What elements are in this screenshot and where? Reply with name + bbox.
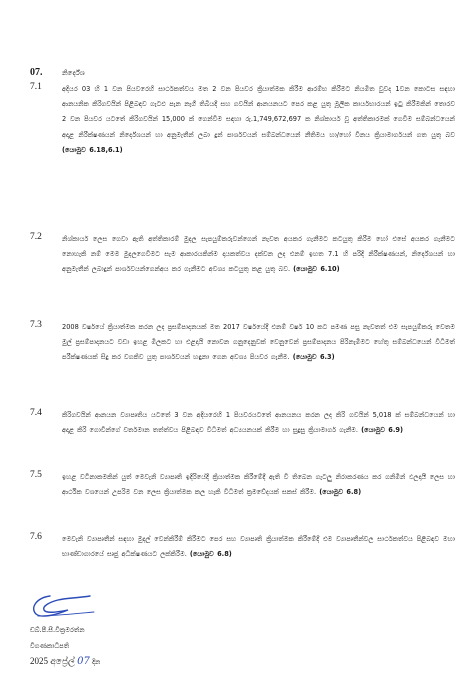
recommendation-text: ඉහළ වටිනාකමකින් යුත් මෙවැනි ව්‍යාපෘති ඉදිරියේදී ක්‍රියාත්මක කිරීමේදී ඇති වි තිබෙන ගැටලු නිරාකරණය කර ගනිමින් ඵලදායී ලෙස හා ආර්ථික වශයෙන් උපරිම වන ලෙස ක්‍රියාත්මක කල හැකි විධිමත් ක්‍රමවේදයක් සකස් කිරීම. (යොමුව 6.8) [62,473,455,497]
recommendation-number: 7.2 [30,232,42,242]
reference: (යොමුව 6.18,6.1) [62,145,123,154]
signature-date [30,656,100,667]
recommendation-text: අදියර 03 හි 1 වන පියවරෙහි සාර්ථකත්වය මත 2 වන පියවර ක්‍රියාත්මක කිරීම ආරම්භ කිරීමට නියමිත වුවද 1වන කොටස සඳහා ආනයනික කිරිගවයින් පිළිබඳව ගැටළු පැන නැගී තිබියදී සහ ගවයින් ආනයනයට පෙර කළ යුතු මූලික කාර්යභාරයන් ඉටු කිරීමකින් තොරව 2 වන පියවර යටතේ කිරිගවයින් 15,000 ක් ගෙන්වීම සඳහා රු.1,749,672,697 ක නිශ්කාර්ය වූ අත්තිකාරමක් ගෙවීම සම්බන්ධයෙන් අදාළ නිරීක්ෂණයන් නිර්දේශයන් හා අනුමැතීන් ලබා දුන් පාර්ශවයන් සම්බන්ධයෙන් නීතිමය හා/හෝ විනය ක්‍රියාමාර්ගයන් ගත යුතු බව (යොමුව 6.18,6.1) [62,85,455,154]
signatory-name: ඩබ්.පී.සී.වික්‍රමරත්න [30,626,85,634]
recommendation-text: කිරිගවයින් ආනයන ව්‍යාපෘතිය යටතේ 3 වන අදියරෙහි 1 පියවරයටතේ ආනයනය කරන ලද කිරි ගවයින් 5,018 ක් සම්බන්ධයෙන් හා අදාළ කිරි ගොවීන්ගේ වර්තමාන තත්ත්වය පිළිබඳව විධිමත් අධ්‍යයනයක් කිරීම හා සුදුසු ක්‍රියාමාර්ග ගැනීම. (යොමුව 6.9) [62,411,455,435]
recommendation-7-4 [30,408,455,438]
recommendation-number: 7.1 [30,82,42,92]
date-year-month: 2025 අප්‍රේල් [30,656,75,666]
reference: (යොමුව 6.10) [293,265,340,274]
reference: (යොමුව 6.3) [292,353,335,362]
recommendation-7-3 [30,320,455,366]
reference: (යොමුව 6.8) [319,488,362,497]
section-heading [30,67,85,78]
reference: (යොමුව 6.8) [189,550,232,559]
recommendation-number: 7.3 [30,320,42,330]
recommendation-7-1 [30,82,455,158]
recommendation-7-2 [30,232,455,278]
date-suffix: දින [92,658,101,666]
recommendation-text: නිශ්කාර්ය ලෙස ගෙවා ඇති අත්තිකාරම් මුදල සැපයුම්කරුවන්ගෙන් නැවත අයකර ගැනීමට කටයුතු කිරීම හෝ එසේ අයකර ගැනීමට නොහැකි නම් මෙම මුදලගෙවීමට සැම ආකාරයකින්ම දායකත්වය දක්වන ලද එනම් ඉහත 7.1 හි පරිදි නිරීක්ෂණයන්, නිර්දේශයන් හා අනුමැතීන් ලබාදුන් පාර්ශවයන්ගෙන්අය කර ගැනීමට අවශ්‍ය කටයුතු කළ යුතු බව. (යොමුව 6.10) [62,235,455,274]
heading-number: 07. [30,67,43,78]
recommendation-7-5 [30,470,455,500]
reference: (යොමුව 6.9) [361,426,403,435]
recommendation-number: 7.5 [30,470,42,480]
recommendation-number: 7.4 [30,408,42,418]
handwritten-signature [28,592,98,620]
date-day: 07 [77,656,90,667]
recommendation-7-6 [30,532,455,562]
heading-title: නිර්දේශ [62,69,85,77]
recommendation-text: 2008 වර්ෂයේ ක්‍රියාත්මක කරන ලද ප්‍රසම්පාදනයක් මත 2017 වර්ෂයේදී එනම් වර්ෂ 10 කට පමණ පසු නැවතත් එම සැපයුම්කරු වෙතම මුල් ප්‍රසම්පාදනයට වඩා ඉහළ මිලකට හා එළදායි නොවන ගනුදෙනුවක් වෙනුවෙන් ප්‍රසම්පාදනය පිරිනැමීමට හේතු සම්බන්ධයෙන් විධිමත් පරීක්ෂණයක් සිදු කර වගකිව යුතු පාර්ශවයන් හඳුනා ගෙන අවශ්‍ය පියවර ගැනීම. (යොමුව 6.3) [62,323,455,362]
recommendation-text: මෙවැනි ව්‍යාපෘතීන් සඳහා මුදල් වෙන්කිරීම් කිරීමට පෙර සහ ව්‍යාපෘති ක්‍රියාත්මක කිරීමේදී එම ව්‍යාපෘතීන්වල සාර්ථකත්වය පිළිබඳව මහා භාණ්ඩාගාරයේ සෘජු අධීක්ෂණයට ලක්කිරීම. (යොමුව 6.8) [62,535,455,559]
signatory-role: විගණකාධිපති [30,642,70,650]
recommendation-number: 7.6 [30,532,42,542]
